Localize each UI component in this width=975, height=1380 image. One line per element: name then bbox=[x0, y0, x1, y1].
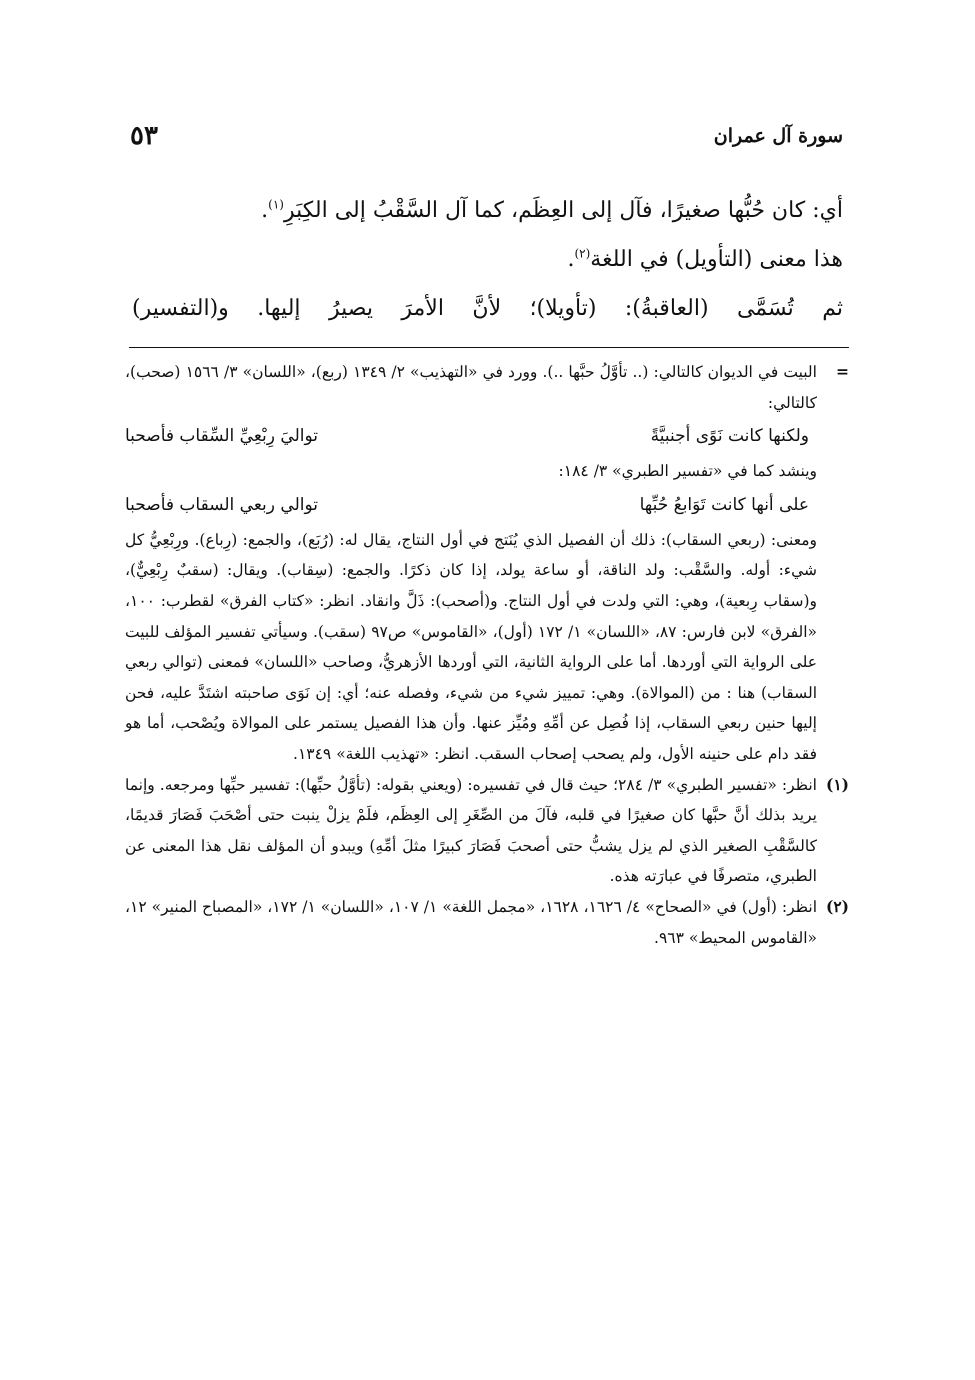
verse-hemistich-left: توالي ربعي السقاب فأصحبا bbox=[125, 494, 318, 515]
footnote-2 bbox=[125, 892, 849, 953]
footnote-text: انظر: «تفسير الطبري» ٣/ ٢٨٤؛ حيث قال في تفسيره: (ويعني بقوله: (تأوَّلُ حبِّها): تفسير حبِّها ومرجعه. وإنما يريد بذلك أنَّ حبَّها كان صغيرًا في قلبه، فآلَ من الصِّغَرِ إلى العِظَم، فلَمْ يزلْ ينبت حتى أصْحَبَ فَصَارَ قديمًا، كالسَّقْبِ الصغير الذي لم يزل يشبُّ حتى أصحبَ فَصَارَ كبيرًا مثلَ أمِّهِ) ويبدو أن المؤلف نقل هذا المعنى عن الطبري، متصرفًا في عبارَته هذه. bbox=[125, 775, 817, 886]
main-line-3: ثم تُسَمَّى (العاقبةُ): (تأويلا)؛ لأنَّ الأمرَ يصيرُ إليها. و(التفسير) bbox=[132, 296, 843, 321]
footnote-paragraph: وينشد كما في «تفسير الطبري» ٣/ ١٨٤: bbox=[558, 462, 817, 481]
continuation-marker: = bbox=[836, 362, 849, 381]
footnote-paragraph: البيت في الديوان كالتالي: (.. تأوَّلُ حبَّها ..). وورد في «التهذيب» ٢/ ١٣٤٩ (ربع)، «اللسان» ٣/ ١٥٦٦ (صحب)، كالتالي: bbox=[125, 363, 817, 412]
footnote-ref-2: (٢) bbox=[574, 246, 591, 261]
footnote-number: (٢) bbox=[825, 896, 849, 916]
footnote-ref-1: (١) bbox=[268, 197, 284, 212]
verse-hemistich-right: ولكنها كانت نَوًى أجنبيَّةً bbox=[650, 426, 809, 447]
footnote-1 bbox=[125, 770, 849, 892]
page-number: ٥٣ bbox=[130, 121, 158, 151]
verse-hemistich-right: على أنها كانت تَوَابعُ حُبِّها bbox=[639, 494, 809, 515]
poetry-verse-2 bbox=[125, 487, 817, 525]
footnote-separator bbox=[129, 347, 849, 348]
main-text bbox=[132, 186, 843, 333]
footnote-continuation bbox=[125, 357, 849, 770]
footnotes bbox=[125, 357, 849, 953]
footnote-text: انظر: (أول) في «الصحاح» ٤/ ١٦٢٦، ١٦٢٨، «مجمل اللغة» ١/ ١٠٧، «اللسان» ١/ ١٧٢، «المصباح المنير» ١٢، «القاموس المحيط» ٩٦٣. bbox=[125, 897, 817, 947]
poetry-verse-1 bbox=[125, 418, 817, 456]
surah-title: سورة آل عمران bbox=[713, 125, 843, 147]
page-header bbox=[130, 118, 843, 154]
main-line-2: هذا معنى (التأويل) في اللغة$^{(٢)}$. bbox=[567, 246, 843, 272]
verse-hemistich-left: تواليَ رِبْعِيِّ السِّقاب فأصحبا bbox=[125, 426, 318, 447]
main-line-1: أي: كان حُبُّها صغيرًا، فآل إلى العِظَم، كما آل السَّقْبُ إلى الكِبَرِ$^{(١)}$. bbox=[261, 197, 843, 223]
footnote-number: (١) bbox=[825, 774, 849, 794]
footnote-paragraph: ومعنى: (ربعي السقاب): ذلك أن الفصيل الذي يُنَتج في أول النتاج، يقال له: (رُبَع)، والجمع: (رِباع). ورِبْعِيُّ كل شيء: أوله. والسَّقْب: ولد الناقة، أو ساعة يولد، إذا كان ذكرًا. والجمع: (سِقاب). ويقال: (سقبٌ رِبْعِيٌّ)، و(سقاب رِبعية)، وهي: التي ولدت في أول النتاج. و(أصحب): ذَلَّ وانقاد. انظر: «كتاب الفرق» لقطرب: ١٠٠، «الفرق» لابن فارس: ٨٧، «اللسان» ١/ ١٧٢ (أول)، «القاموس» ص٩٧ (سقب). وسيأتي تفسير المؤلف للبيت على الرواية التي أوردها. أما على الرواية الثانية، التي أوردها الأزهريُّ، وصاحب «اللسان» فمعنى (توالي ربعي السقاب) هنا : من (الموالاة). وهي: تمييز شيء من شيء، وفصله عنه؛ أي: إن نَوَى صاحبته اشتَدَّ عليه، فحن إليها حنين ربعي السقاب، إذا فُصِل عن أمِّهِ ومُيِّز عنها. وأن هذا الفصيل يستمر على الموالاة ويُصْحب، أما هو فقد دام على حنينه الأول، ولم يصحب إصحاب السقب. انظر: «تهذيب اللغة» ١٣٤٩. bbox=[125, 530, 818, 763]
